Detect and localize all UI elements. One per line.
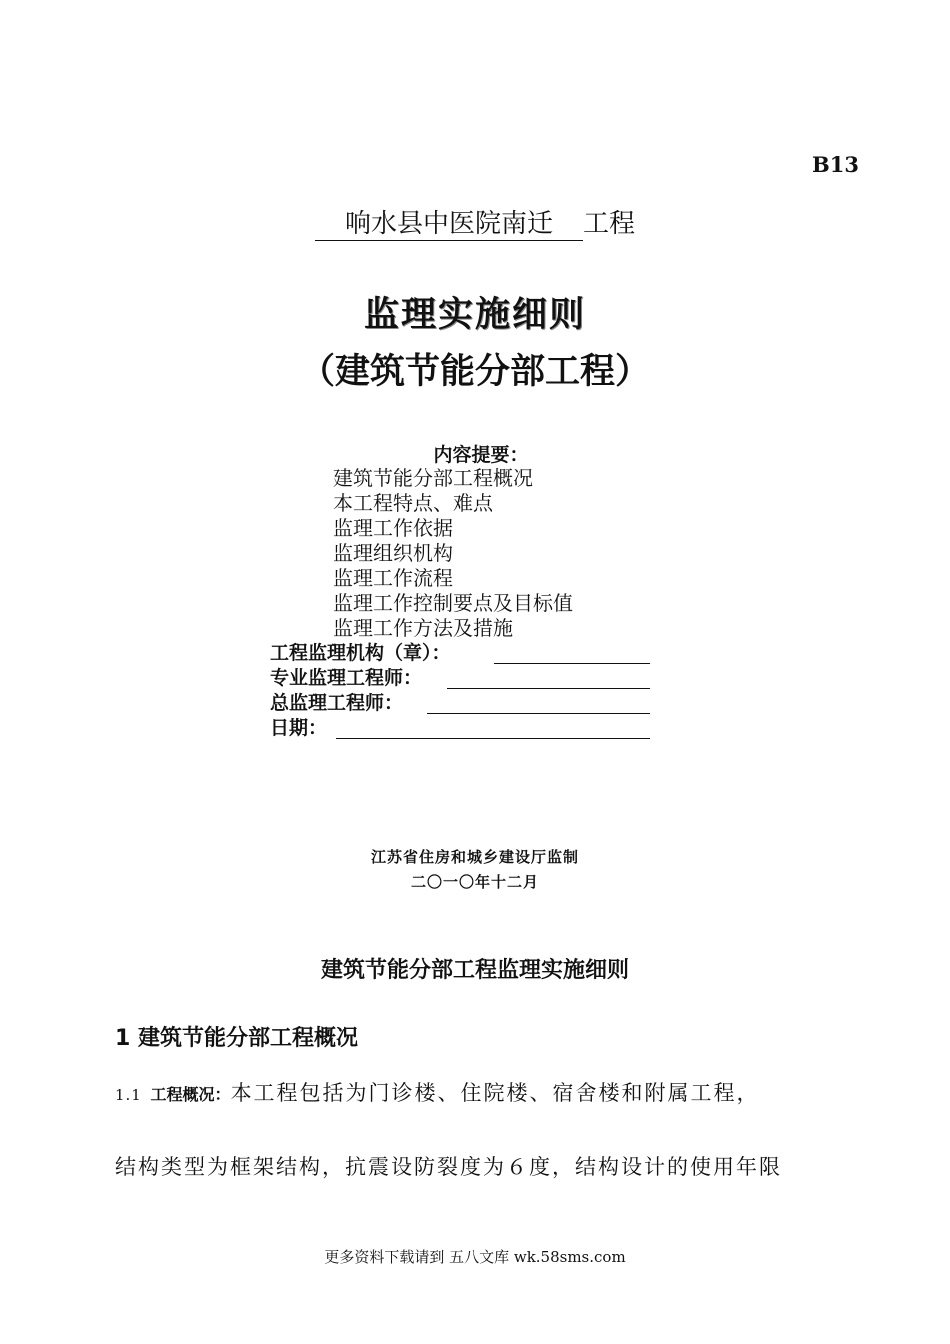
paragraph-line <box>115 1077 760 1107</box>
paragraph-number: 1.1 <box>115 1086 142 1104</box>
issuer: 江苏省住房和城乡建设厅监制 <box>370 848 579 866</box>
paragraph-label: 工程概况： <box>150 1085 231 1104</box>
main-title: 监理实施细则 <box>363 294 586 335</box>
paragraph-line: 结构类型为框架结构，抗震设防裂度为６度，结构设计的使用年限 <box>115 1155 782 1179</box>
engineer-label: 专业监理工程师： <box>270 667 423 689</box>
toc-item: 监理组织机构 <box>333 541 453 565</box>
org-seal-label: 工程监理机构（章）： <box>270 642 451 664</box>
paragraph-text: 本工程包括为门诊楼、住院楼、宿舍楼和附属工程， <box>230 1081 760 1105</box>
chief-engineer-label: 总监理工程师： <box>270 692 404 714</box>
toc-heading: 内容提要： <box>433 444 529 466</box>
project-suffix: 工程 <box>583 209 636 239</box>
toc-item: 监理工作方法及措施 <box>333 616 513 640</box>
project-name: 响水县中医院南迁 <box>315 208 583 241</box>
section-heading: 1 建筑节能分部工程概况 <box>115 1026 358 1051</box>
engineer-line[interactable] <box>447 687 650 689</box>
toc-item: 监理工作控制要点及目标值 <box>333 591 573 615</box>
footer-note: 更多资料下载请到 五八文库 wk.58sms.com <box>324 1248 626 1266</box>
org-seal-line[interactable] <box>494 662 650 664</box>
toc-item: 建筑节能分部工程概况 <box>333 466 533 490</box>
issue-date: 二〇一〇年十二月 <box>410 873 539 891</box>
project-title <box>0 203 950 241</box>
toc-item: 监理工作流程 <box>333 566 453 590</box>
toc-item: 本工程特点、难点 <box>333 491 493 515</box>
date-line[interactable] <box>336 737 650 739</box>
chief-engineer-line[interactable] <box>427 712 650 714</box>
doc-body-title: 建筑节能分部工程监理实施细则 <box>320 958 629 983</box>
doc-code: B13 <box>812 152 859 177</box>
date-label: 日期： <box>270 717 328 739</box>
toc-item: 监理工作依据 <box>333 516 453 540</box>
subtitle: （建筑节能分部工程） <box>299 351 650 392</box>
